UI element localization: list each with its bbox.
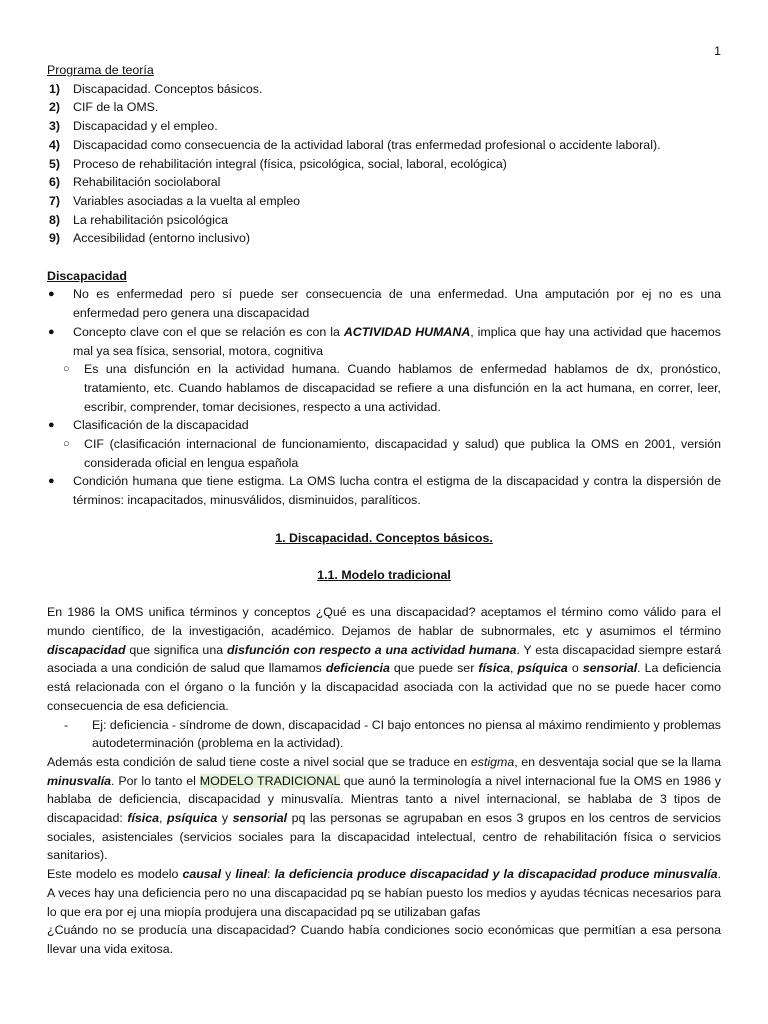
program-item: 7) Variables asociadas a la vuelta al empleo xyxy=(49,193,301,208)
paragraph-4: ¿Cuándo no se producía una discapacidad? Cuando había condiciones socio económicas que permitían a esa persona llevar una vida exitosa. xyxy=(47,923,721,956)
program-item: 9) Accesibilidad (entorno inclusivo) xyxy=(49,231,250,246)
program-item: 1) Discapacidad. Conceptos básicos. xyxy=(49,81,263,96)
program-list xyxy=(47,80,721,248)
highlighted-text: MODELO TRADICIONAL xyxy=(199,773,340,788)
paragraph-1: En 1986 la OMS unifica términos y conceptos ¿Qué es una discapacidad? aceptamos el término como válido para el mundo científico, de la investigación, académico. Dejamos de hablar de subnormales, etc y asumimos el término discapacidad que significa una disfunción con respecto a una actividad humana. Y esta discapacidad siempre estará asociada a una condición de salud que llamamos deficiencia que puede ser física, psíquica o sensorial. La deficiencia está relacionada con el órgano o la función y la discapacidad asociada con la actividad que no se puede hacer como consecuencia de esa deficiencia. xyxy=(47,605,722,713)
dash-item: - Ej: deficiencia - síndrome de down, discapacidad - CI bajo entonces no piensa al máximo rendimiento y problemas autodeterminación (problema en la actividad). xyxy=(64,717,721,751)
section-1-title: 1. Discapacidad. Conceptos básicos. xyxy=(275,530,493,545)
program-item: 3) Discapacidad y el empleo. xyxy=(49,119,218,134)
bullet-item: ● No es enfermedad pero sí puede ser consecuencia de una enfermedad. Una amputación por ej no es una enfermedad pero genera una discapacidad xyxy=(48,287,721,321)
bullet-dot-icon: ● xyxy=(48,325,55,338)
paragraph-3: Este modelo es modelo causal y lineal: la deficiencia produce discapacidad y la discapacidad produce minusvalía. A veces hay una deficiencia pero no una discapacidad pq se habían puesto los medios y ayudas técnicas necesarios para lo que era por ej una miopía produjera una discapacidad pq se utilizaban gafas xyxy=(47,867,721,919)
section-1-1-title: 1.1. Modelo tradicional xyxy=(317,567,451,582)
paragraph-2: Además esta condición de salud tiene coste a nivel social que se traduce en estigma, en desventaja social que se la llama minusvalía. Por lo tanto el MODELO TRADICIONAL que aunó la terminología a nivel internacional fue la OMS en 1986 y hablaba de deficiencia, discapacidad y minusvalía. Mientras tanto a nivel internacional, se hablaba de 3 tipos de discapacidad: física, psíquica y sensorial pq las personas se agrupaban en esos 3 grupos en los centros de servicios sociales, asistenciales (servicios sociales para la discapacidad intelectual, centro de rehabilitación física o servicios sanitarios). xyxy=(47,754,722,863)
bullet-item: ● Condición humana que tiene estigma. La OMS lucha contra el estigma de la discapacidad y contra la dispersión de términos: incapacitados, minusválidos, disminuidos, paralíticos. xyxy=(48,474,721,508)
bullet-dot-icon: ● xyxy=(48,419,55,432)
bullet-item: ● Concepto clave con el que se relación es con la ACTIVIDAD HUMANA, implica que hay una actividad que hacemos mal ya sea física, sensorial, motora, cognitiva ○ Es una disfunción en la actividad humana. Cuando hablamos de enfermedad hablamos de dx, pronóstico, tratamiento, etc. Cuando hablamos de discapacidad se refiere a una disfunción en la act humana, en correr, leer, escribir, comprender, tomar decisiones, respecto a una actividad. xyxy=(47,323,721,417)
discapacidad-bullets xyxy=(47,285,721,509)
dash-marker: - xyxy=(64,717,69,732)
program-item: 6) Rehabilitación sociolaboral xyxy=(49,175,221,190)
page-number: 1 xyxy=(714,44,721,58)
bullet-dot-icon: ● xyxy=(48,288,55,301)
bullet-dot-icon: ● xyxy=(48,475,55,488)
bullet-circle-icon: ○ xyxy=(63,438,70,451)
program-item: 8) La rehabilitación psicológica xyxy=(49,212,228,227)
document-page xyxy=(47,0,721,959)
program-title: Programa de teoría xyxy=(47,63,154,77)
sub-bullet-item: ○ Es una disfunción en la actividad humana. Cuando hablamos de enfermedad hablamos de dx, pronóstico, tratamiento, etc. Cuando hablamos de discapacidad se refiere a una disfunción en la act humana, en correr, leer, escribir, comprender, tomar decisiones, respecto a una actividad. xyxy=(63,362,721,414)
program-item: 4) Discapacidad como consecuencia de la actividad laboral (tras enfermedad profesional o accidente laboral). xyxy=(49,137,661,152)
program-item: 5) Proceso de rehabilitación integral (física, psicológica, social, laboral, ecológica) xyxy=(49,156,507,171)
discapacidad-heading: Discapacidad xyxy=(47,268,127,283)
bullet-item: ● Clasificación de la discapacidad ○ CIF (clasificación internacional de funcionamiento, discapacidad y salud) que publica la OMS en 2001, versión considerada oficial en lengua española xyxy=(47,416,721,472)
sub-bullet-item: ○ CIF (clasificación internacional de funcionamiento, discapacidad y salud) que publica la OMS en 2001, versión considerada oficial en lengua española xyxy=(63,437,721,470)
program-item: 2) CIF de la OMS. xyxy=(49,100,159,115)
bullet-circle-icon: ○ xyxy=(63,363,70,376)
